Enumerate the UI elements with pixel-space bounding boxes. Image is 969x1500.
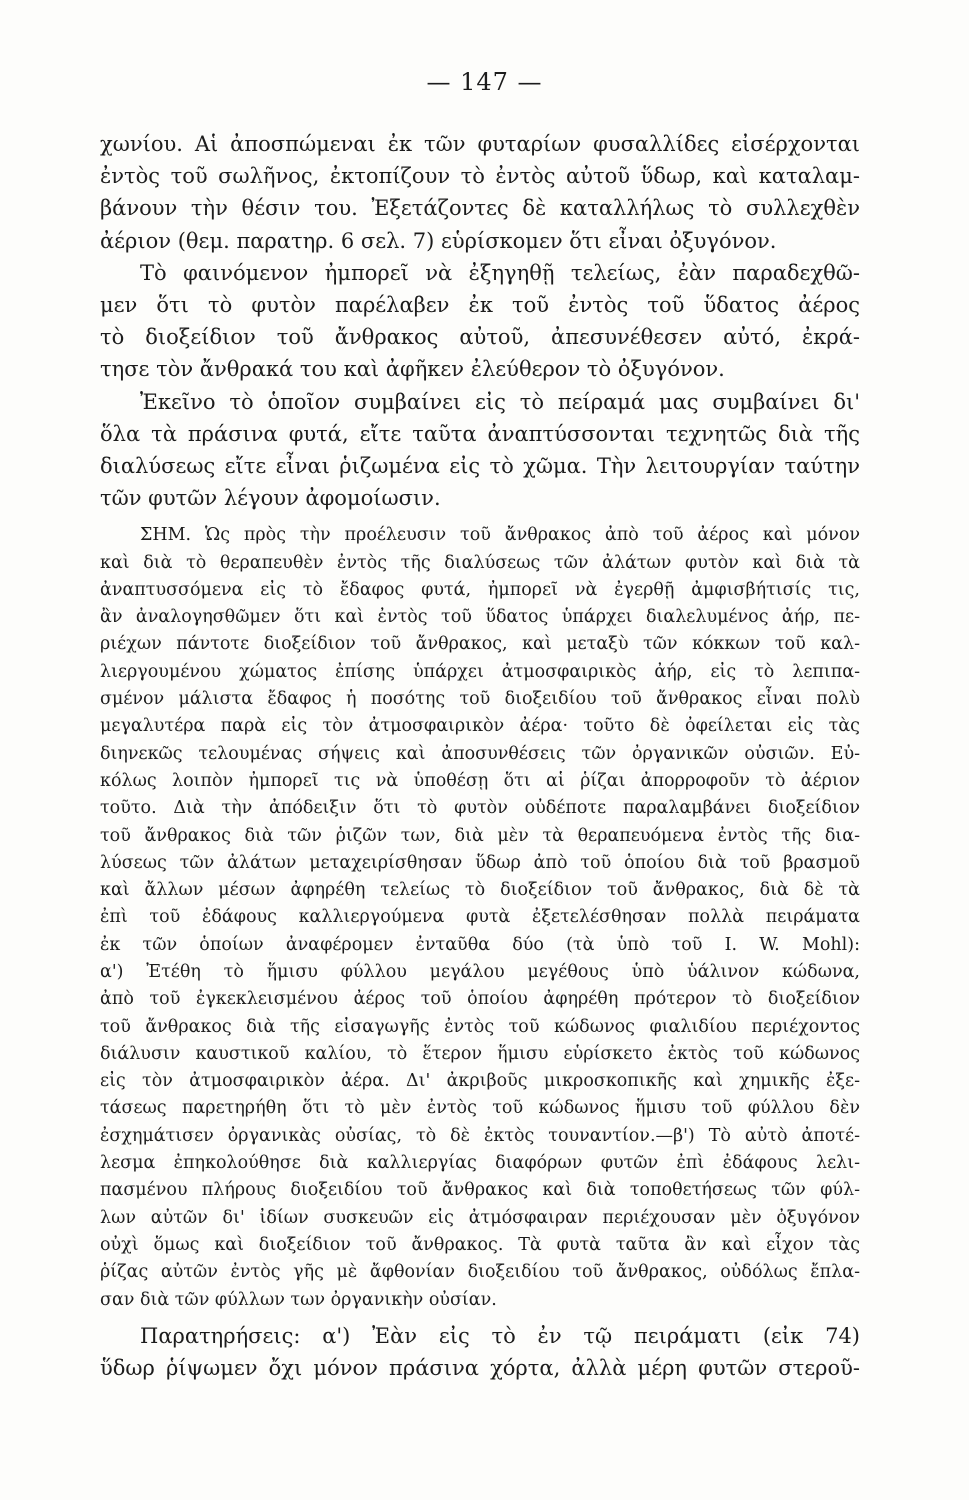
text-line: ἐσχημάτισεν ὀργανικὰς οὐσίας, τὸ δὲ ἐκτὸς τουναντίον.—β') Τὸ αὐτὸ ἀποτέ- — [100, 1125, 860, 1146]
text-line: λεσμα ἐπηκολούθησε διὰ καλλιεργίας διαφόρων φυτῶν ἐπὶ ἐδάφους λελι- — [100, 1153, 860, 1174]
text-line: τοῦ ἄνθρακος διὰ τῶν ῥιζῶν των, διὰ μὲν τὰ θεραπευόμενα ἐντὸς τῆς δια- — [100, 825, 860, 846]
text-line: τάσεως παρετηρήθη ὅτι τὸ μὲν ἐντὸς τοῦ κώδωνος ἥμισυ τοῦ φύλλου δὲν — [100, 1098, 860, 1119]
text-line: πασμένου πλήρους διοξειδίου τοῦ ἄνθρακος καὶ διὰ τοποθετήσεως τῶν φύλ- — [100, 1180, 860, 1201]
text-line: μεν ὅτι τὸ φυτὸν παρέλαβεν ἐκ τοῦ ἐντὸς τοῦ ὕδατος ἀέρος — [100, 292, 860, 317]
text-line: ἐκ τῶν ὁποίων ἀναφέρομεν ἐνταῦθα δύο (τὰ ὑπὸ τοῦ I. W. Mohl): — [100, 934, 860, 955]
text-line: Ἐκεῖνο τὸ ὁποῖον συμβαίνει εἰς τὸ πείραμά μας συμβαίνει δι' — [140, 389, 860, 414]
text-line: σμένον μάλιστα ἔδαφος ἡ ποσότης τοῦ διοξειδίου τοῦ ἄνθρακος εἶναι πολὺ — [100, 689, 860, 710]
text-line: ἐπὶ τοῦ ἐδάφους καλλιεργούμενα φυτὰ ἐξετελέσθησαν πολλὰ πειράματα — [100, 907, 860, 928]
paragraph-1 — [100, 128, 860, 257]
text-line: ἂν ἀναλογησθῶμεν ὅτι καὶ ἐντὸς τοῦ ὕδατος ὑπάρχει διαλελυμένος ἀήρ, πε- — [100, 607, 860, 628]
text-line: διαλύσεως εἴτε εἶναι ῥιζωμένα εἰς τὸ χῶμα. Τὴν λειτουργίαν ταύτην — [100, 453, 860, 478]
text-line: εἰς τὸν ἀτμοσφαιρικὸν ἀέρα. Δι' ἀκριβοῦς μικροσκοπικῆς καὶ χημικῆς ἐξε- — [100, 1071, 860, 1092]
paragraph-3 — [100, 386, 860, 515]
text-line: τησε τὸν ἄνθρακά του καὶ ἀφῆκεν ἐλεύθερον τὸ ὀξυγόνον. — [100, 357, 725, 382]
text-line: ῥίζας αὐτῶν ἐντὸς γῆς μὲ ἄφθονίαν διοξειδίου τοῦ ἄνθρακος, οὐδόλως ἔπλα- — [100, 1262, 860, 1283]
text-line: τῶν φυτῶν λέγουν ἀφομοίωσιν. — [100, 486, 441, 511]
text-line: τὸ διοξείδιον τοῦ ἄνθρακος αὐτοῦ, ἀπεσυνέθεσεν αὐτό, ἐκρά- — [100, 325, 860, 350]
text-line: καὶ ἄλλων μέσων ἀφηρέθη τελείως τὸ διοξείδιον τοῦ ἄνθρακος, διὰ δὲ τὰ — [100, 880, 860, 901]
text-line: ὅλα τὰ πράσινα φυτά, εἴτε ταῦτα ἀναπτύσσονται τεχνητῶς διὰ τῆς — [100, 421, 860, 446]
text-line: κόλως λοιπὸν ἠμπορεῖ τις νὰ ὑποθέσῃ ὅτι αἱ ῥίζαι ἀπορροφοῦν τὸ ἀέριον — [100, 770, 860, 791]
page-number: — 147 — — [426, 68, 543, 96]
text-line: Παρατηρήσεις: α') Ἐὰν εἰς τὸ ἐν τῷ πειράματι (εἰκ 74) — [140, 1323, 860, 1348]
text-line: σαν διὰ τῶν φύλλων των ὀργανικὴν οὐσίαν. — [100, 1289, 497, 1310]
text-line: λιεργουμένου χώματος ἐπίσης ὑπάρχει ἀτμοσφαιρικὸς ἀήρ, εἰς τὸ λεπιπα- — [100, 661, 860, 682]
text-line: ὕδωρ ῥίψωμεν ὄχι μόνον πράσινα χόρτα, ἀλλὰ μέρη φυτῶν στεροῦ- — [100, 1356, 860, 1381]
text-line: ἀπὸ τοῦ ἐγκεκλεισμένου ἀέρος τοῦ ὁποίου ἀφηρέθη πρότερον τὸ διοξείδιον — [100, 989, 860, 1010]
text-line: τοῦ ἄνθρακος διὰ τῆς εἰσαγωγῆς ἐντὸς τοῦ κώδωνος φιαλιδίου περιέχοντος — [100, 1016, 860, 1037]
text-line: χωνίου. Αἱ ἀποσπώμεναι ἐκ τῶν φυταρίων φυσαλλίδες εἰσέρχονται — [100, 132, 860, 156]
text-line: ριέχων πάντοτε διοξείδιον τοῦ ἄνθρακος, καὶ μεταξὺ τῶν κόκκων τοῦ καλ- — [100, 634, 860, 655]
text-line: διάλυσιν καυστικοῦ καλίου, τὸ ἕτερον ἥμισυ εὑρίσκετο ἐκτὸς τοῦ κώδωνος — [100, 1043, 860, 1064]
paragraph-4 — [100, 1320, 860, 1384]
text-line: λων αὐτῶν δι' ἰδίων συσκευῶν εἰς ἀτμόσφαιραν περιέχουσαν μὲν ὀξυγόνον — [100, 1207, 860, 1228]
text-line: διηνεκῶς τελουμένας σήψεις καὶ ἀποσυνθέσεις τῶν ὀργανικῶν οὐσιῶν. Εὐ- — [100, 743, 860, 764]
text-line: καὶ διὰ τὸ θεραπευθὲν ἐντὸς τῆς διαλύσεως τῶν ἀλάτων φυτὸν καὶ διὰ τὰ — [100, 552, 860, 573]
text-line: α') Ἐτέθη τὸ ἥμισυ φύλλου μεγάλου μεγέθους ὑπὸ ὑάλινον κώδωνα, — [100, 962, 860, 982]
text-line: Τὸ φαινόμενον ἠμπορεῖ νὰ ἐξηγηθῇ τελείως, ἐὰν παραδεχθῶ- — [140, 260, 860, 285]
text-line: ἀναπτυσσόμενα εἰς τὸ ἔδαφος φυτά, ἠμπορεῖ νὰ ἐγερθῇ ἀμφισβήτισίς τις, — [100, 579, 860, 600]
page-body — [100, 128, 860, 1384]
text-line: λύσεως τῶν ἀλάτων μεταχειρίσθησαν ὕδωρ ἀπὸ τοῦ ὁποίου διὰ τοῦ βρασμοῦ — [100, 852, 860, 873]
text-line: ΣΗΜ. Ὡς πρὸς τὴν προέλευσιν τοῦ ἄνθρακος ἀπὸ τοῦ ἀέρος καὶ μόνον — [140, 525, 860, 546]
text-line: οὐχὶ ὅμως καὶ διοξείδιον τοῦ ἄνθρακος. Τὰ φυτὰ ταῦτα ἂν καὶ εἶχον τὰς — [100, 1234, 860, 1255]
text-line: βάνουν τὴν θέσιν του. Ἐξετάζοντες δὲ καταλλήλως τὸ συλλεχθὲν — [100, 196, 860, 221]
paragraph-2 — [100, 257, 860, 386]
text-line: ἀέριον (θεμ. παρατηρ. 6 σελ. 7) εὑρίσκομεν ὅτι εἶναι ὀξυγόνον. — [100, 228, 777, 253]
text-line: τοῦτο. Διὰ τὴν ἀπόδειξιν ὅτι τὸ φυτὸν οὐδέποτε παραλαμβάνει διοξείδιον — [100, 798, 860, 819]
note-block — [100, 522, 860, 1314]
text-line: μεγαλυτέρα παρὰ εἰς τὸν ἀτμοσφαιρικὸν ἀέρα· τοῦτο δὲ ὀφείλεται εἰς τὰς — [100, 716, 860, 737]
text-line: ἐντὸς τοῦ σωλῆνος, ἐκτοπίζουν τὸ ἐντὸς αὐτοῦ ὕδωρ, καὶ καταλαμ- — [100, 164, 860, 189]
